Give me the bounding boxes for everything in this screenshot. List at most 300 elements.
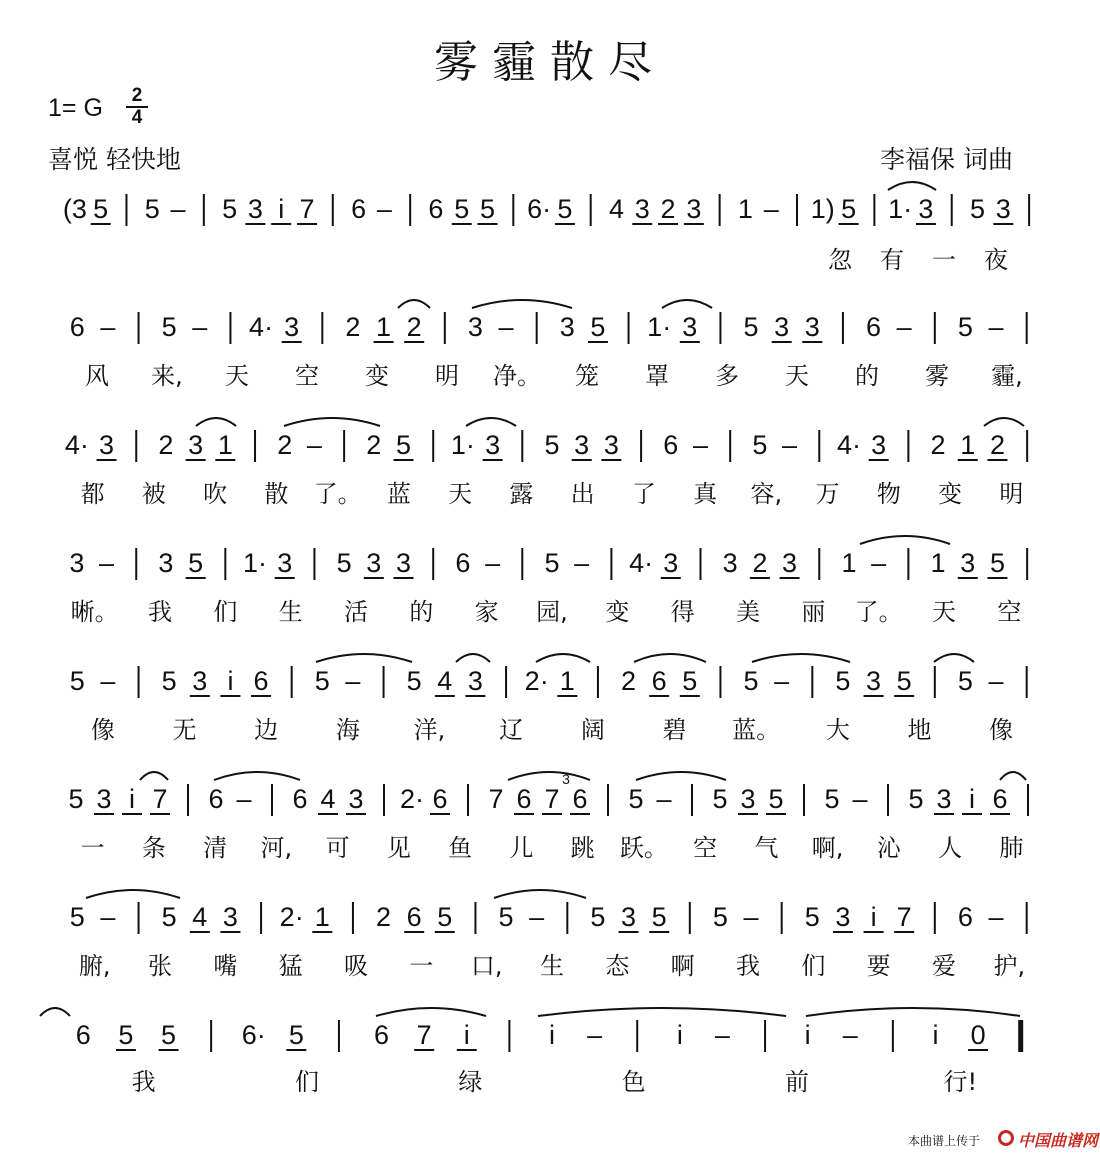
note: 5 — [222, 194, 238, 224]
lyric-syllable: 地 — [907, 716, 932, 744]
lyric-syllable: 鱼 — [448, 834, 473, 862]
lyric-syllable: 有 — [880, 246, 904, 274]
note: 5 — [557, 194, 573, 224]
note: 4· — [249, 312, 274, 342]
note: 6 — [428, 194, 444, 224]
lyric-syllable: 腑, — [78, 952, 111, 980]
slur — [752, 654, 850, 662]
note: 1 — [737, 194, 753, 224]
note: 7 — [896, 902, 912, 932]
note: – — [485, 548, 501, 578]
note: 4 — [608, 194, 624, 224]
note: 5 — [590, 902, 606, 932]
note: 4 — [437, 666, 453, 696]
lyric-syllable: 被 — [141, 480, 166, 508]
note: 2 — [989, 430, 1005, 460]
note: 3 — [96, 784, 112, 814]
lyric-syllable: 可 — [325, 834, 350, 862]
note: – — [714, 1020, 730, 1050]
lyric-syllable: 天 — [225, 362, 249, 390]
lyric-syllable: 丽 — [801, 598, 826, 626]
note: 3 — [804, 312, 820, 342]
lyric-syllable: 雾 — [925, 362, 949, 390]
note: – — [170, 194, 186, 224]
lyric-syllable: 多 — [715, 362, 739, 390]
lyric-syllable: 我 — [131, 1068, 156, 1096]
lyric-syllable: 大 — [825, 716, 850, 744]
note: i — [676, 1020, 683, 1050]
note: 3 — [621, 902, 637, 932]
lyric-syllable: 辽 — [499, 716, 524, 744]
note: 5 — [957, 312, 973, 342]
note: 6 — [572, 784, 588, 814]
note: 3 — [634, 194, 650, 224]
note: 5 — [908, 784, 924, 814]
slur — [456, 654, 490, 662]
lyric-syllable: 我 — [736, 952, 760, 980]
slur — [376, 1008, 486, 1016]
lyric-syllable: 蓝。 — [732, 716, 781, 744]
lyric-syllable: 了 — [631, 480, 656, 508]
note: 6 — [455, 548, 471, 578]
lyric-syllable: 猛 — [278, 952, 303, 980]
lyric-syllable: 跳 — [570, 834, 595, 862]
key-signature: 1= G — [48, 94, 103, 122]
composer-credit: 李福保 词曲 — [880, 145, 1013, 174]
note: 5 — [628, 784, 644, 814]
note: 3 — [835, 902, 851, 932]
note: 2 — [345, 312, 361, 342]
note: – — [896, 312, 912, 342]
slur — [634, 654, 706, 662]
note: – — [376, 194, 392, 224]
note: 3 — [559, 312, 575, 342]
note: 5 — [288, 1020, 304, 1050]
note: i — [549, 1020, 555, 1050]
note: 3 — [366, 548, 382, 578]
note: 3 — [158, 548, 174, 578]
note: 2 — [930, 430, 946, 460]
note: 1· — [243, 548, 268, 578]
slur — [860, 536, 950, 544]
note: 5 — [743, 666, 759, 696]
note: 2· — [524, 666, 549, 696]
note: 5 — [544, 548, 560, 578]
note: 5 — [712, 902, 728, 932]
note: 5 — [395, 430, 412, 460]
lyric-syllable: 嘴 — [213, 952, 238, 980]
note: – — [236, 784, 252, 814]
lyric-syllable: 绿 — [458, 1068, 483, 1096]
note: 6 — [351, 194, 367, 224]
note: – — [345, 666, 361, 696]
lyric-syllable: 活 — [344, 598, 368, 626]
note: 5 — [835, 666, 851, 696]
note: – — [743, 902, 759, 932]
lyric-syllable: 天 — [448, 480, 473, 508]
note: – — [587, 1020, 603, 1050]
note: 0 — [970, 1020, 986, 1050]
note: 6 — [957, 902, 973, 932]
note: 3 — [871, 430, 887, 460]
note: 6 — [75, 1020, 91, 1050]
lyric-syllable: 空 — [295, 362, 319, 390]
song-title: 雾霾散尽 — [434, 37, 666, 88]
note: 4· — [629, 548, 654, 578]
note: 1) — [810, 194, 835, 224]
slur — [934, 654, 974, 662]
note: 3 — [918, 194, 934, 224]
lyric-syllable: 啊, — [811, 834, 844, 862]
note: 2 — [406, 312, 422, 342]
lyric-syllable: 明 — [999, 480, 1024, 508]
note: i — [463, 1020, 470, 1050]
slur — [398, 300, 430, 308]
note: 3 — [686, 194, 702, 224]
note: 7 — [152, 784, 168, 814]
note: 5 — [161, 312, 177, 342]
note: 1· — [450, 430, 475, 460]
note: 4 — [192, 902, 208, 932]
note: 6 — [69, 312, 85, 342]
note: – — [100, 312, 116, 342]
note: 3 — [782, 548, 798, 578]
lyric-syllable: 见 — [386, 834, 411, 862]
note: – — [842, 1020, 858, 1050]
note: 5 — [752, 430, 768, 460]
lyric-syllable: 净。 — [493, 362, 541, 390]
note: – — [306, 430, 322, 460]
lyric-syllable: 出 — [570, 480, 595, 508]
lyric-syllable: 了。 — [854, 598, 903, 626]
note: – — [99, 548, 115, 578]
lyric-syllable: 空 — [997, 598, 1022, 626]
lyric-syllable: 一 — [80, 834, 105, 862]
note: 1 — [841, 548, 857, 578]
time-signature-denominator: 4 — [126, 106, 148, 128]
lyric-syllable: 容, — [750, 480, 783, 508]
lyric-syllable: 都 — [80, 480, 105, 508]
note: 4· — [836, 430, 861, 460]
note: 5 — [161, 1020, 177, 1050]
note: 5 — [188, 548, 204, 578]
note: 5 — [144, 194, 160, 224]
note: i — [804, 1020, 811, 1050]
note: i — [870, 902, 877, 932]
lyric-syllable: 像 — [90, 716, 115, 744]
note: – — [498, 312, 514, 342]
note: 5 — [437, 902, 453, 932]
lyric-syllable: 散 — [264, 480, 289, 508]
note: 3 — [69, 548, 85, 578]
lyric-syllable: 气 — [754, 834, 779, 862]
note: 5 — [896, 666, 912, 696]
note: 2 — [752, 548, 768, 578]
lyric-syllable: 无 — [172, 716, 197, 744]
lyric-syllable: 前 — [785, 1068, 809, 1096]
lyric-syllable: 肺 — [999, 834, 1024, 862]
note: 5 — [480, 194, 496, 224]
note: 1· — [647, 312, 672, 342]
note: 5 — [118, 1020, 134, 1050]
slur — [536, 654, 590, 662]
note: 5 — [69, 666, 85, 696]
lyric-syllable: 像 — [989, 716, 1014, 744]
note: 6 — [992, 784, 1008, 814]
lyric-syllable: 的 — [855, 362, 879, 390]
note: 1 — [960, 430, 976, 460]
note: – — [574, 548, 590, 578]
lyric-syllable: 一 — [409, 952, 434, 980]
lyric-syllable: 生 — [278, 598, 303, 626]
slur — [888, 182, 936, 190]
lyric-syllable: 明 — [435, 362, 459, 390]
note: – — [192, 312, 208, 342]
lyric-syllable: 沁 — [876, 834, 901, 862]
note: 2· — [279, 902, 304, 932]
note: – — [692, 430, 709, 460]
note: 3 — [663, 548, 679, 578]
note: 7 — [416, 1020, 432, 1050]
note: 3 — [467, 312, 483, 342]
lyric-syllable: 河, — [260, 834, 293, 862]
lyric-syllable: 美 — [736, 598, 760, 626]
note: i — [129, 784, 135, 814]
lyric-syllable: 忽 — [828, 246, 852, 274]
note: 5 — [682, 666, 698, 696]
note: 3 — [485, 430, 501, 460]
lyric-syllable: 天 — [785, 362, 809, 390]
note: i — [278, 194, 285, 224]
note: 6 — [651, 666, 667, 696]
note: 5 — [314, 666, 330, 696]
lyric-syllable: 蓝 — [386, 480, 411, 508]
tempo-marking: 喜悦 轻快地 — [48, 145, 181, 174]
lyric-syllable: 碧 — [662, 716, 687, 744]
slur — [806, 1008, 1020, 1016]
slur — [284, 418, 380, 426]
note: 6 — [374, 1020, 390, 1050]
note: 3 — [774, 312, 790, 342]
lyric-syllable: 儿 — [509, 834, 534, 862]
lyric-syllable: 笼 — [575, 362, 599, 390]
note: 3 — [866, 666, 882, 696]
note: i — [932, 1020, 939, 1050]
note: 2 — [277, 430, 293, 460]
lyric-syllable: 行! — [943, 1068, 978, 1096]
note: 2 — [376, 902, 392, 932]
note: 3 — [740, 784, 756, 814]
note: 1 — [314, 902, 330, 932]
note: 1· — [888, 194, 913, 224]
note: 5 — [712, 784, 728, 814]
note: 5 — [93, 194, 109, 224]
note: – — [871, 548, 887, 578]
lyric-syllable: 们 — [295, 1068, 319, 1096]
note: 5 — [768, 784, 784, 814]
lyric-syllable: 天 — [932, 598, 956, 626]
lyric-syllable: 来, — [151, 362, 183, 390]
lyric-syllable: 爱 — [932, 952, 956, 980]
note: 6 — [406, 902, 422, 932]
note: 5 — [804, 902, 820, 932]
note: 6 — [208, 784, 224, 814]
note: 1 — [930, 548, 946, 578]
note: 5 — [544, 430, 560, 460]
slur — [316, 654, 412, 662]
note: 1 — [217, 430, 233, 460]
lyric-syllable: 们 — [801, 952, 826, 980]
note: 3 — [277, 548, 293, 578]
lyric-syllable: 海 — [335, 716, 360, 744]
note: – — [852, 784, 868, 814]
note: 6· — [527, 194, 552, 224]
lyric-syllable: 万 — [815, 480, 840, 508]
slur — [508, 772, 590, 780]
note: 3 — [247, 194, 263, 224]
note: 2 — [158, 430, 174, 460]
lyric-syllable: 清 — [203, 834, 228, 862]
lyric-syllable: 条 — [141, 834, 166, 862]
lyric-syllable: 物 — [876, 480, 901, 508]
site-logo-text: 中国曲谱网 — [1018, 1131, 1099, 1150]
lyric-syllable: 态 — [605, 952, 630, 980]
note: 6 — [866, 312, 882, 342]
note: 5 — [590, 312, 606, 342]
note: 2· — [399, 784, 425, 814]
note: 3 — [99, 430, 115, 460]
note: – — [988, 902, 1004, 932]
lyric-syllable: 罩 — [645, 362, 669, 390]
slur — [140, 772, 168, 780]
note: 1 — [559, 666, 575, 696]
slur — [214, 772, 300, 780]
lyric-syllable: 生 — [540, 952, 564, 980]
lyric-syllable: 露 — [509, 480, 534, 508]
lyric-syllable: 色 — [621, 1068, 646, 1096]
lyric-syllable: 变 — [938, 480, 963, 508]
slur — [636, 772, 726, 780]
note: 6 — [663, 430, 679, 460]
lyric-syllable: 跃。 — [619, 834, 668, 862]
note: – — [529, 902, 545, 932]
note: 5 — [406, 666, 422, 696]
note: 3 — [395, 548, 412, 578]
note: 3 — [222, 902, 238, 932]
note: 2 — [366, 430, 382, 460]
note: 5 — [69, 902, 85, 932]
note: 6· — [241, 1020, 266, 1050]
slur — [538, 1008, 786, 1016]
note: – — [100, 666, 116, 696]
note: 5 — [824, 784, 840, 814]
note: 5 — [841, 194, 857, 224]
lyric-syllable: 夜 — [984, 246, 1008, 274]
lyric-syllable: 真 — [693, 480, 718, 508]
lyric-syllable: 边 — [254, 716, 279, 744]
note: – — [988, 312, 1004, 342]
note: 4 — [320, 784, 336, 814]
slur — [86, 890, 180, 898]
note: – — [782, 430, 798, 460]
note: 3 — [192, 666, 208, 696]
slur — [984, 418, 1024, 426]
note: 5 — [498, 902, 514, 932]
note: – — [100, 902, 116, 932]
note: 5 — [454, 194, 470, 224]
note: 5 — [336, 548, 352, 578]
lyric-syllable: 口, — [470, 952, 503, 980]
slur — [494, 890, 586, 898]
note: 5 — [161, 666, 177, 696]
lyric-syllable: 张 — [148, 952, 172, 980]
triplet-mark: 3 — [562, 771, 570, 787]
lyric-syllable: 阔 — [580, 716, 605, 744]
lyric-syllable: 变 — [605, 598, 630, 626]
lyric-syllable: 风 — [85, 362, 109, 390]
note: 5 — [161, 902, 177, 932]
footer-text: 本曲谱上传于 — [908, 1134, 981, 1148]
note: 6 — [253, 666, 269, 696]
note: 7 — [488, 784, 504, 814]
lyric-syllable: 人 — [938, 834, 963, 862]
note: – — [656, 784, 672, 814]
note: (3 — [62, 194, 87, 224]
note: 3 — [960, 548, 976, 578]
note: 6 — [516, 784, 532, 814]
slur — [40, 1008, 70, 1016]
lyric-syllable: 我 — [148, 598, 172, 626]
note: – — [988, 666, 1004, 696]
slur — [662, 300, 712, 308]
slur — [466, 418, 516, 426]
lyric-syllable: 要 — [866, 952, 891, 980]
site-logo-icon — [998, 1130, 1014, 1146]
lyric-syllable: 了。 — [313, 480, 362, 508]
note: 3 — [936, 784, 952, 814]
lyric-syllable: 啊 — [670, 952, 695, 980]
note: 3 — [574, 430, 590, 460]
slur — [196, 418, 236, 426]
lyric-syllable: 家 — [474, 598, 499, 626]
note: 3 — [284, 312, 300, 342]
note: 5 — [743, 312, 759, 342]
note: i — [227, 666, 234, 696]
lyric-syllable: 空 — [693, 834, 718, 862]
lyric-syllable: 得 — [670, 598, 695, 626]
note: i — [969, 784, 975, 814]
note: 2 — [660, 194, 676, 224]
note: 6 — [292, 784, 308, 814]
note: 3 — [348, 784, 364, 814]
note: 3 — [682, 312, 698, 342]
lyric-syllable: 护, — [993, 952, 1026, 980]
note: 3 — [188, 430, 204, 460]
note: 3 — [995, 194, 1011, 224]
note: 7 — [544, 784, 560, 814]
lyric-syllable: 一 — [932, 246, 956, 274]
lyric-syllable: 们 — [213, 598, 238, 626]
lyric-syllable: 霾, — [991, 362, 1023, 390]
note: 6 — [432, 784, 448, 814]
note: 3 — [722, 548, 738, 578]
slur — [472, 300, 572, 308]
note: 1 — [376, 312, 392, 342]
lyric-syllable: 吹 — [203, 480, 228, 508]
lyric-syllable: 晰。 — [70, 598, 119, 626]
lyric-syllable: 的 — [409, 598, 434, 626]
lyric-syllable: 吸 — [344, 952, 368, 980]
